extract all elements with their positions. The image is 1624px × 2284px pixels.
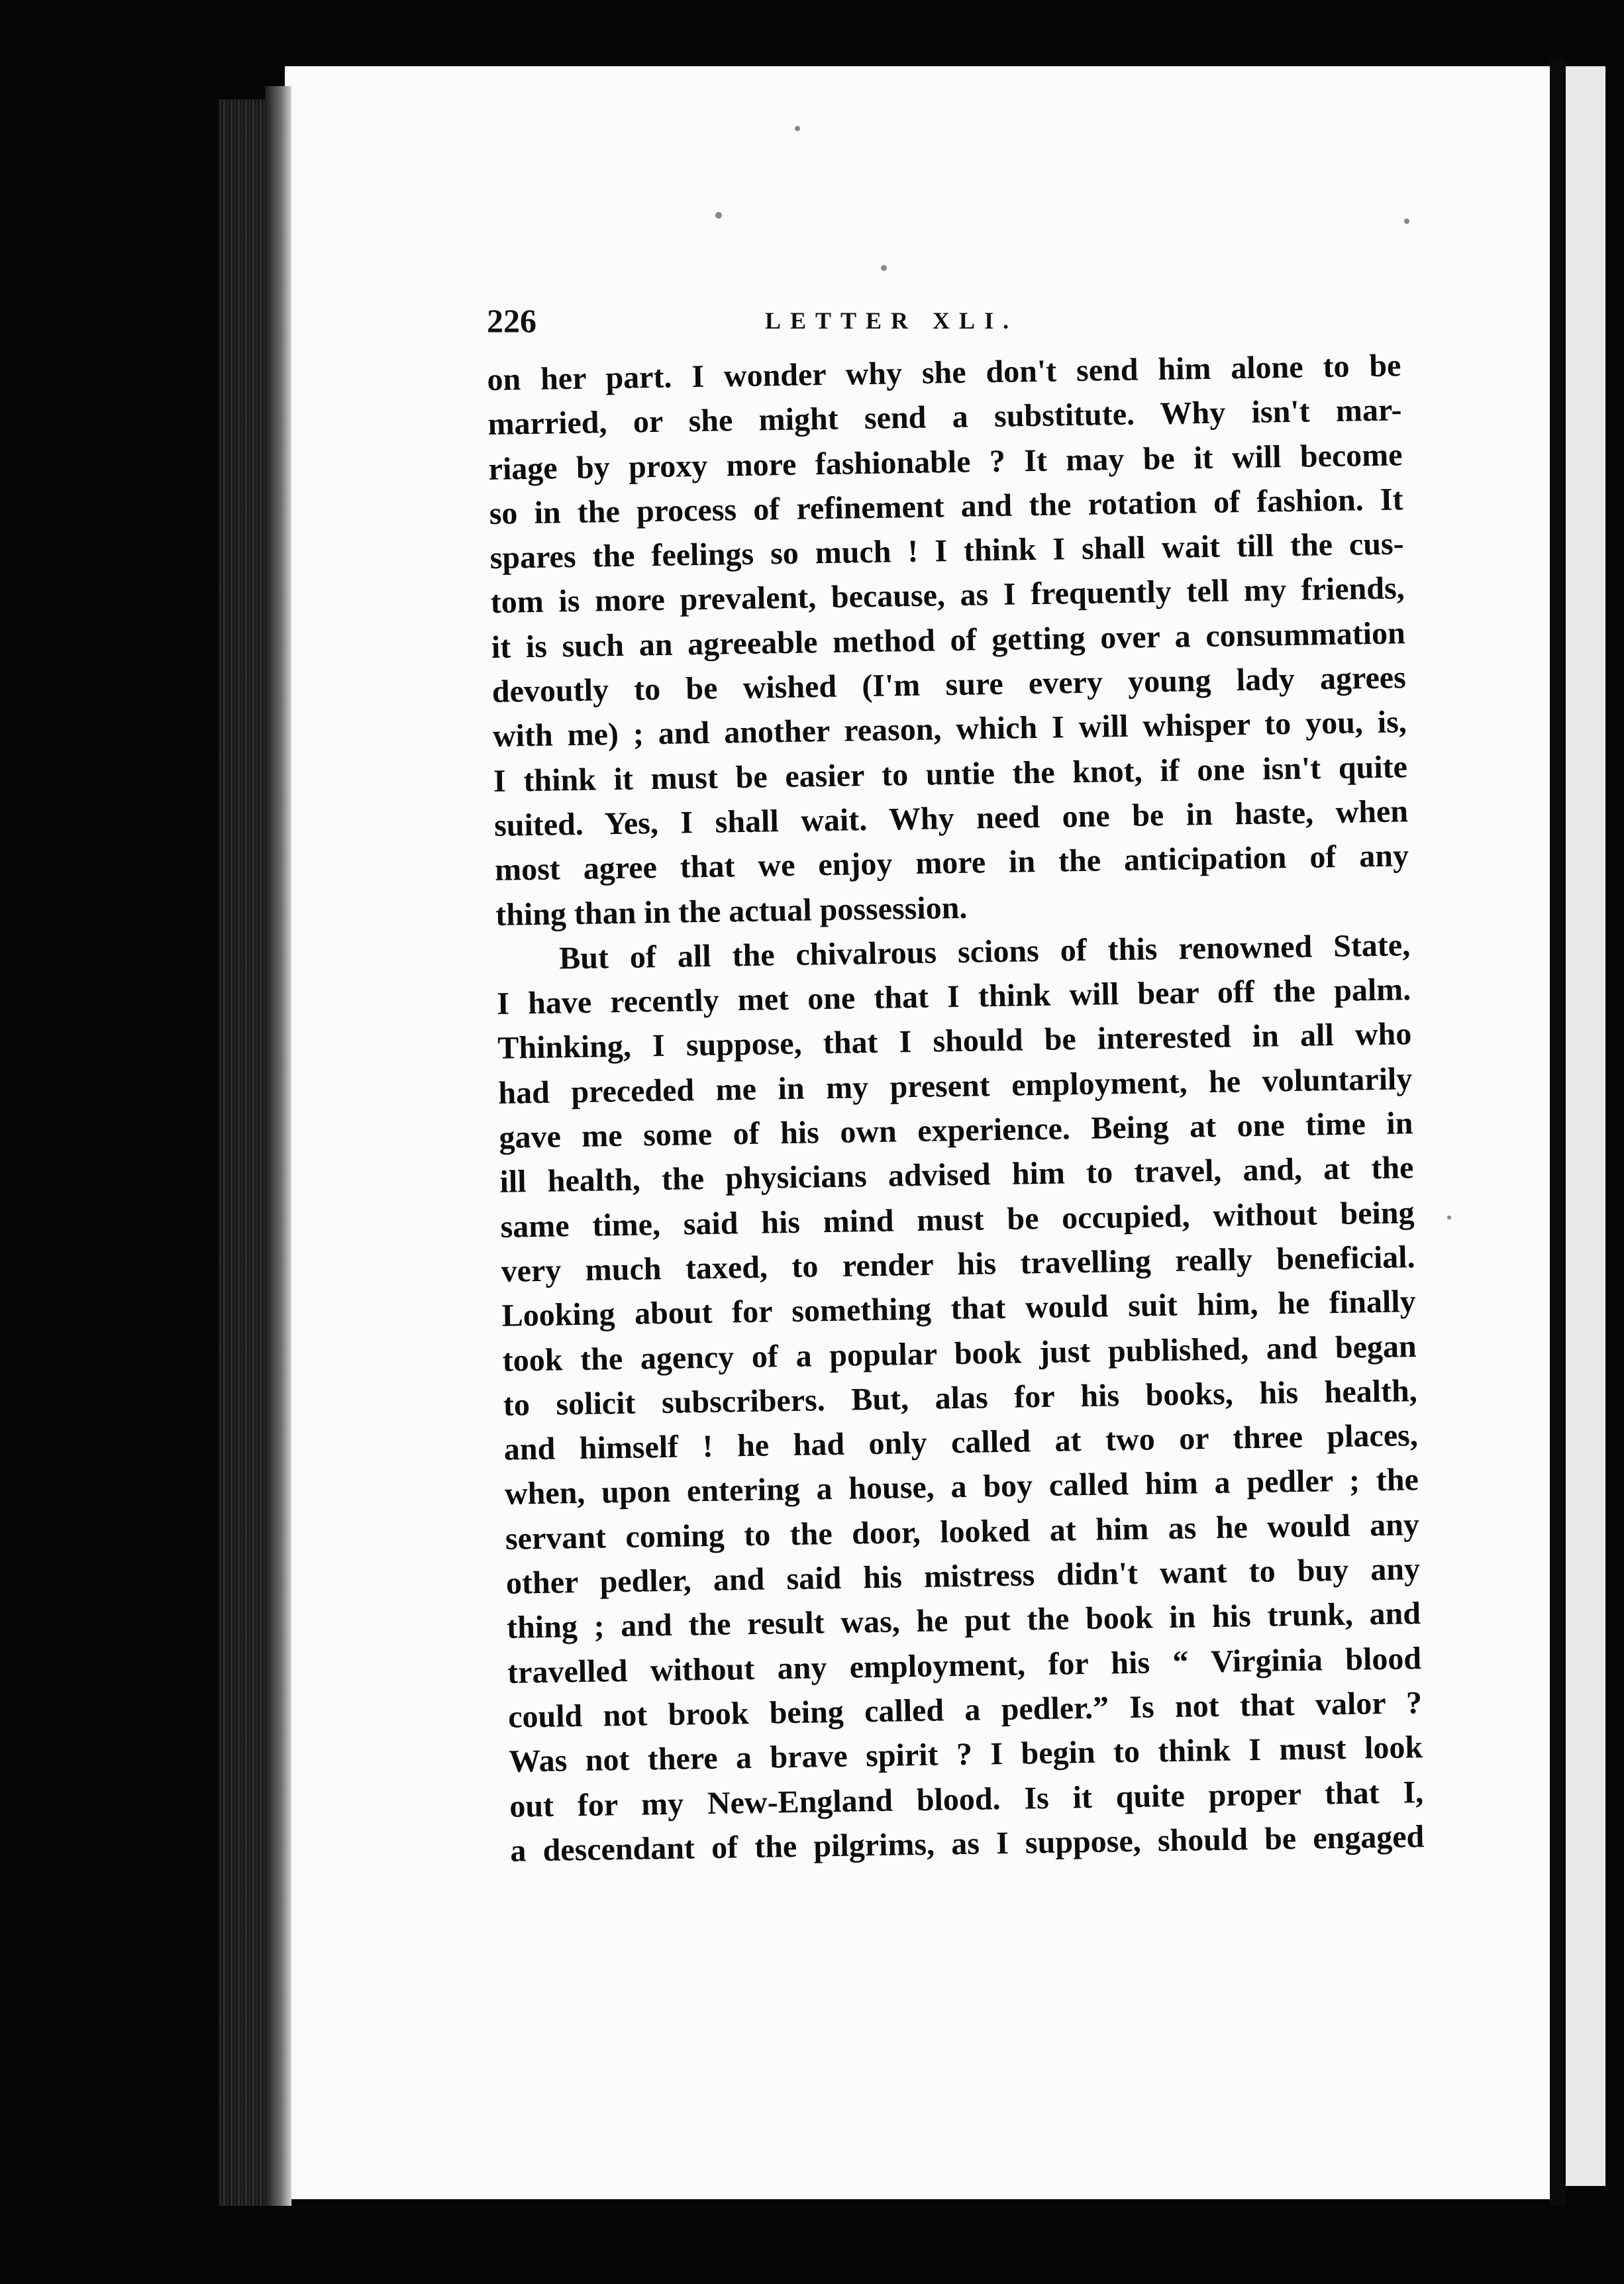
text-line: a descendant of the pilgrims, as I suppose, should be engaged (509, 1818, 1425, 1869)
text-line: But of all the chivalrous scions of this renowned State, (558, 927, 1411, 976)
text-line: ill health, the physicians advised him to travel, and, at the (499, 1150, 1414, 1200)
text-line: same time, said his mind must be occupied, without being (500, 1194, 1415, 1245)
running-head: LETTER XLI. (765, 307, 1019, 334)
text-line: most agree that we enjoy more in the anticipation of any (494, 838, 1409, 888)
text-line: very much taxed, to render his travelling really beneficial. (501, 1239, 1415, 1289)
dust-speck (715, 212, 722, 219)
text-line: and himself ! he had only called at two or three places, (503, 1418, 1419, 1467)
text-line: devoutly to be wished (I'm sure every young lady agrees (491, 660, 1407, 710)
text-line: servant coming to the door, looked at him as he would any (505, 1506, 1420, 1557)
book-gutter (265, 86, 291, 2206)
page-number: 226 (487, 302, 536, 339)
text-line: gave me some of his own experience. Being at one time in (499, 1106, 1413, 1155)
text-line: suited. Yes, I shall wait. Why need one be in haste, when (493, 794, 1409, 843)
page-right-shadow (1550, 60, 1566, 2206)
text-line: out for my New-England blood. Is it quite proper that I, (509, 1774, 1424, 1824)
text-line: with me) ; and another reason, which I will whisper to you, is, (492, 704, 1407, 754)
text-line: when, upon entering a house, a boy called him a pedler ; the (504, 1462, 1419, 1512)
text-line: on her part. I wonder why she don't send him alone to be (487, 348, 1401, 397)
text-line: I think it must be easier to untie the knot, if one isn't quite (493, 749, 1408, 799)
text-line: it is such an agreeable method of getting over a consummation (491, 615, 1406, 665)
text-line: could not brook being called a pedler.” Is not that valor ? (507, 1685, 1423, 1735)
body-text (487, 343, 1425, 1873)
text-line: married, or she might send a substitute. Why isn't mar- (487, 392, 1402, 442)
text-line: I have recently met one that I think will bear off the palm. (496, 972, 1411, 1022)
text-line: Looking about for something that would suit him, he finally (501, 1284, 1416, 1334)
text-line: took the agency of a popular book just published, and began (502, 1328, 1417, 1378)
text-line: tom is more prevalent, because, as I frequently tell my friends, (490, 570, 1405, 621)
text-line: thing ; and the result was, he put the book in his trunk, and (506, 1596, 1421, 1646)
dust-speck (881, 265, 887, 271)
text-line: travelled without any employment, for his “ Virginia blood (507, 1640, 1422, 1690)
dust-speck (1447, 1216, 1451, 1220)
text-line: Thinking, I suppose, that I should be interested in all who (497, 1016, 1412, 1066)
text-line: other pedler, and said his mistress didn't want to buy any (505, 1551, 1421, 1601)
text-line: to solicit subscribers. But, alas for his books, his health, (503, 1373, 1418, 1423)
text-line: Was not there a brave spirit ? I begin to think I must look (508, 1730, 1423, 1779)
text-line: spares the feelings so much ! I think I shall wait till the cus- (489, 526, 1405, 576)
text-line: thing than in the actual possession. (495, 890, 968, 933)
dust-speck (1404, 219, 1409, 224)
page-header (487, 301, 1388, 348)
facing-page-edge (1566, 66, 1605, 2186)
text-line: had preceded me in my present employment, he voluntarily (498, 1061, 1413, 1111)
dust-speck (795, 126, 800, 131)
text-line: riage by proxy more fashionable ? It may be it will become (488, 437, 1403, 487)
text-line: so in the process of refinement and the rotation of fashion. It (489, 482, 1403, 531)
